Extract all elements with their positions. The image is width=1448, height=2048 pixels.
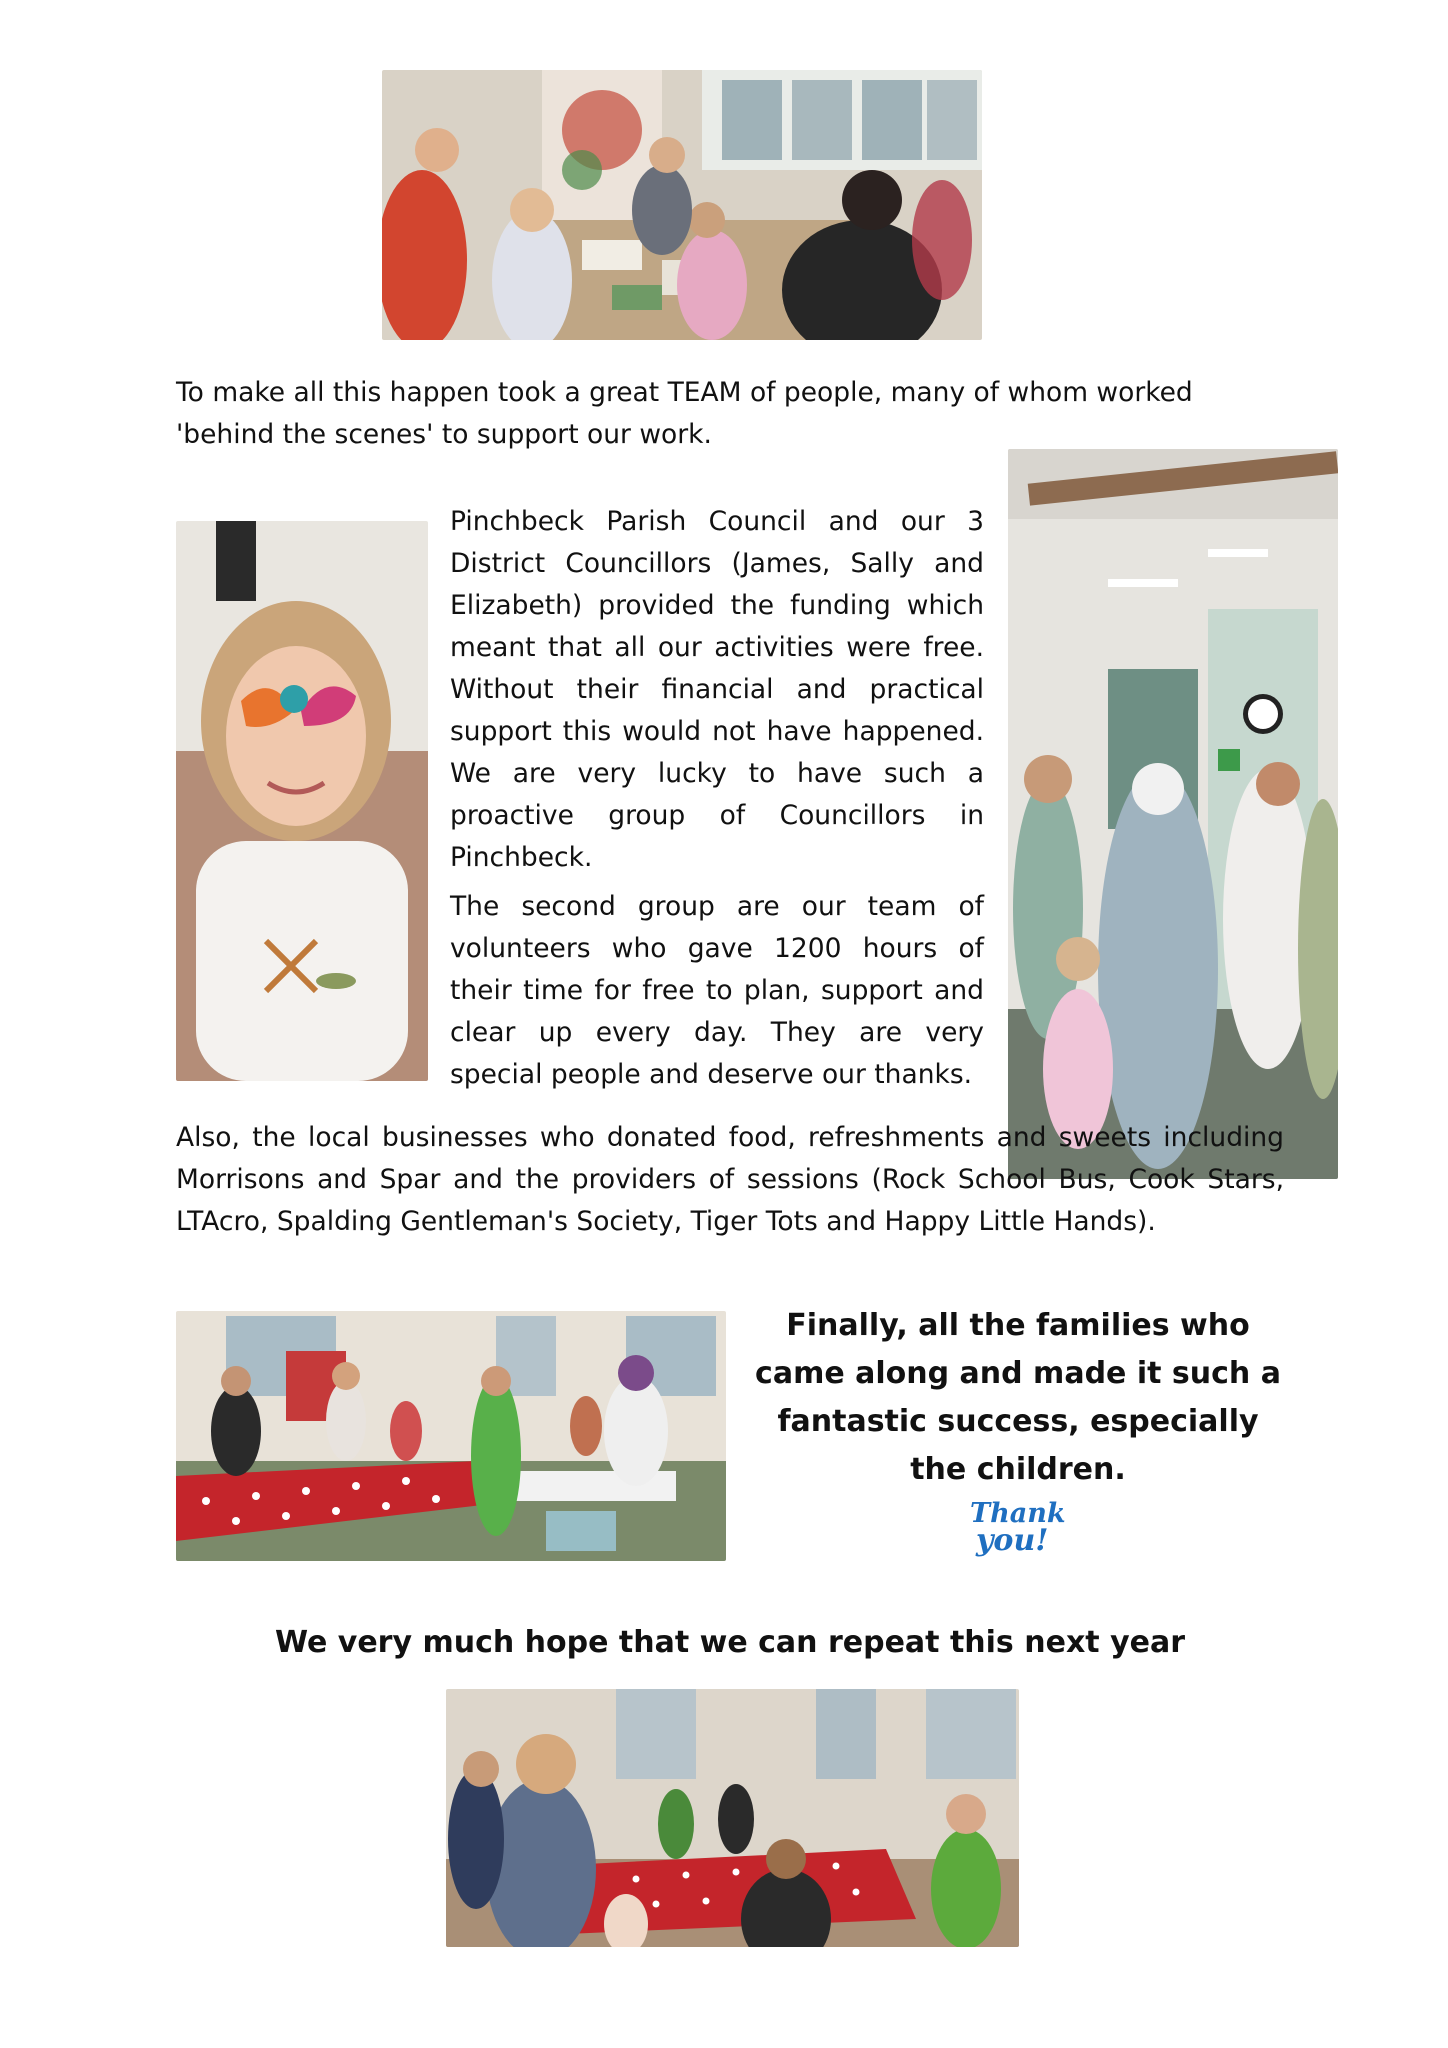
thank-you-logo-line2: you! <box>976 1523 1049 1558</box>
thank-you-logo <box>962 1488 1072 1558</box>
businesses-paragraph: Also, the local businesses who donated food, refreshments and sweets including Morrisons and Spar and the providers of sessions (Rock School Bus, Cook Stars, LTAcro, Spalding Gentleman's Society, Tiger Tots and Happy Little Hands). <box>176 1122 1284 1237</box>
intro-paragraph: To make all this happen took a great TEAM of people, many of whom worked 'behind the scenes' to support our work. <box>176 377 1193 450</box>
photo-hall-visitors <box>1008 449 1338 1179</box>
closing-line: We very much hope that we can repeat this next year <box>274 1625 1186 1660</box>
volunteers-paragraph: The second group are our team of volunteers who gave 1200 hours of their time for free to plan, support and clear up every day. They are very special people and deserve our thanks. <box>450 891 984 1090</box>
photo-group-crafts <box>382 70 982 340</box>
thank-you-logo-line1: Thank <box>970 1498 1066 1529</box>
council-paragraph: Pinchbeck Parish Council and our 3 District Councillors (James, Sally and Elizabeth) provided the funding which meant that all our activities were free. Without their financial and practical support this would not have happened. We are very lucky to have such a proactive group of Councillors in Pinchbeck. <box>450 506 984 873</box>
photo-girl-face-paint <box>176 521 428 1081</box>
photo-activity-tables <box>176 1311 726 1561</box>
families-paragraph: Finally, all the families who came along and made it such a fantastic success, especially the children. <box>755 1308 1281 1487</box>
photo-children-baking <box>446 1689 1019 1947</box>
